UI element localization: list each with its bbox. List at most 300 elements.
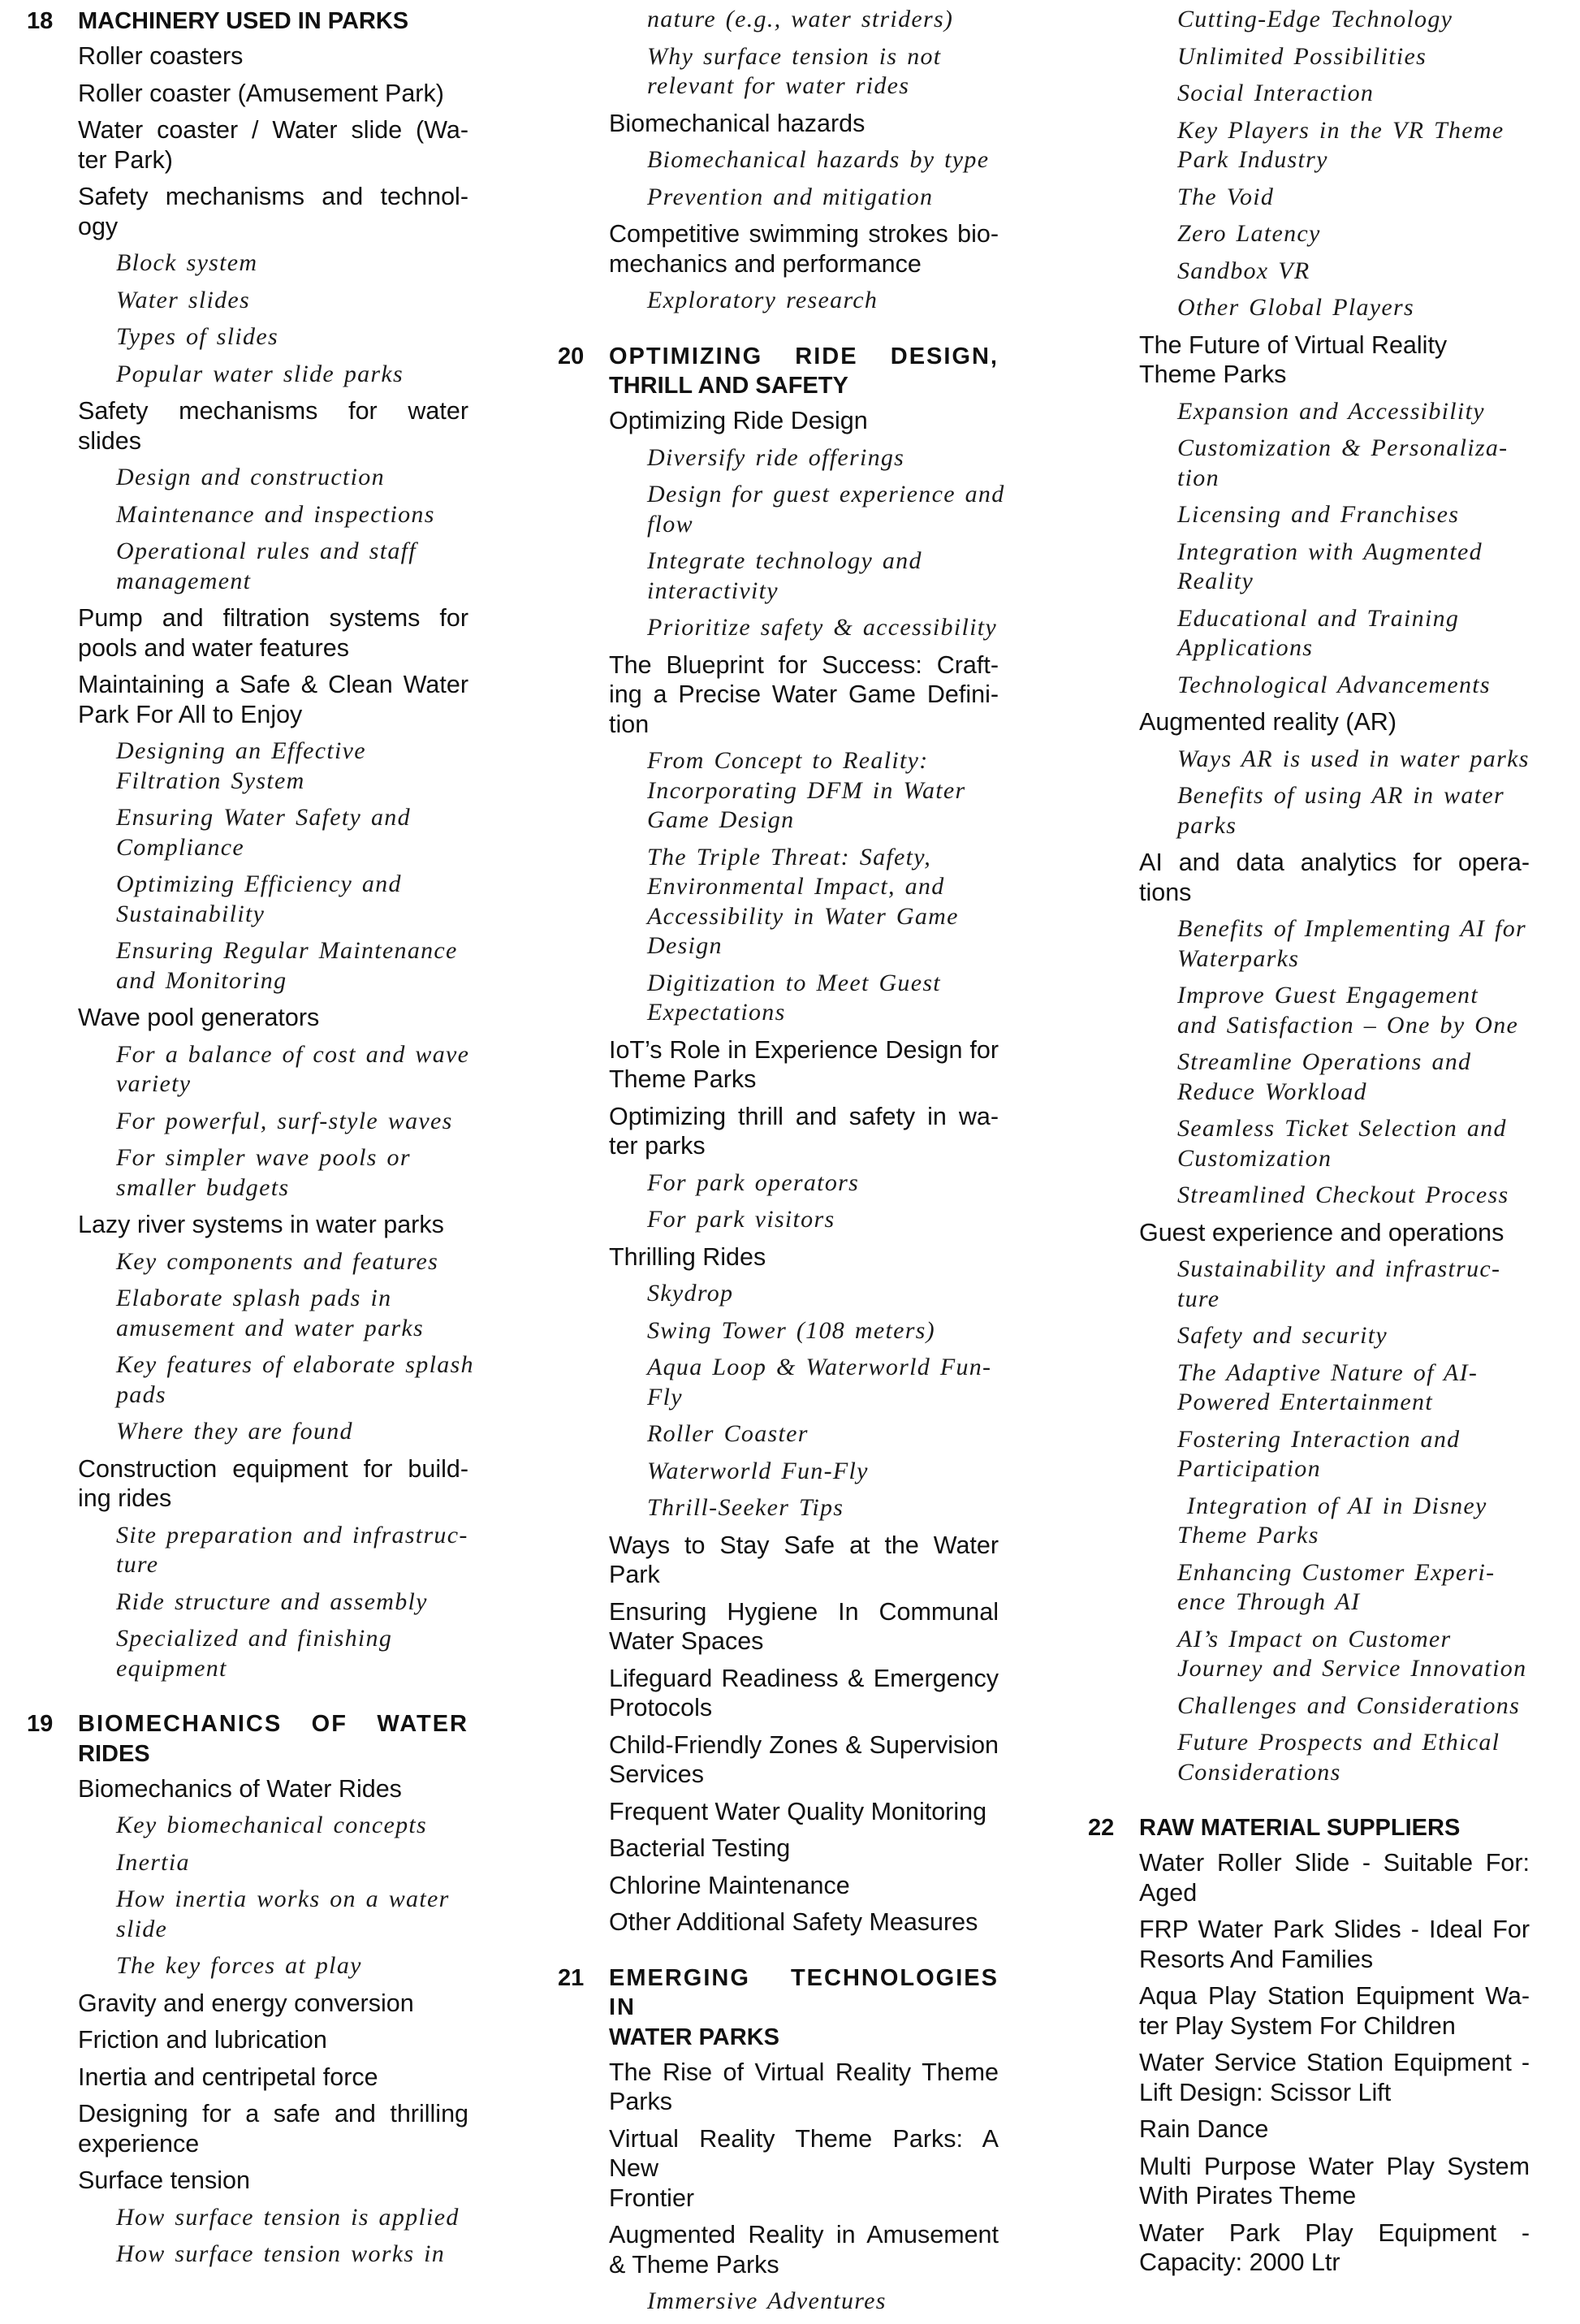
toc-line: Applications — [1177, 634, 1314, 661]
toc-topic — [1139, 1848, 1530, 1907]
section-heading — [1088, 1813, 1530, 1843]
toc-line: Wave pool generators — [78, 1004, 320, 1031]
toc-topic — [1139, 1981, 1530, 2041]
toc-topic — [78, 79, 468, 109]
toc-line: Parks — [609, 2088, 672, 2115]
toc-line: Where they are found — [116, 1418, 353, 1445]
toc-column-right — [1088, 5, 1530, 2285]
toc-line: Licensing and Franchises — [1177, 501, 1460, 528]
toc-topic — [609, 1102, 999, 1161]
toc-line: The Adaptive Nature of AI- — [1177, 1359, 1479, 1386]
toc-topic — [78, 2025, 468, 2055]
toc-subtopic — [647, 286, 999, 316]
toc-line: Lazy river systems in water parks — [78, 1211, 444, 1238]
toc-line: Game Design — [647, 806, 795, 833]
toc-line: nature (e.g., water striders) — [647, 6, 954, 32]
toc-line: Aged — [1139, 1878, 1198, 1907]
toc-subtopic — [1177, 914, 1530, 974]
toc-line: Park — [609, 1561, 660, 1588]
toc-line: Theme Parks — [1177, 1522, 1319, 1549]
toc-topic — [78, 1454, 468, 1514]
toc-line: IoT’s Role in Experience Design for — [609, 1035, 999, 1064]
toc-subtopic — [116, 2240, 468, 2270]
section-heading — [558, 1963, 999, 2053]
toc-subtopic — [116, 1143, 468, 1203]
section-title-line: RIDES — [78, 1740, 150, 1767]
toc-line: Park Industry — [1177, 146, 1328, 173]
toc-line: Integrate technology and — [647, 547, 922, 574]
toc-line: Site preparation and infrastruc- — [116, 1521, 468, 1549]
toc-line: Ways to Stay Safe at the Water — [609, 1531, 999, 1559]
toc-subtopic — [1177, 1691, 1530, 1721]
toc-line: tion — [609, 710, 650, 738]
toc-line: Roller coasters — [78, 42, 244, 70]
toc-line: Pump and filtration systems for — [78, 604, 468, 632]
toc-subtopic — [116, 1811, 468, 1841]
toc-line: tion — [1177, 464, 1220, 491]
toc-topic — [609, 1907, 999, 1937]
toc-topic — [1139, 330, 1530, 390]
toc-line: For park operators — [647, 1168, 860, 1196]
toc-topic — [78, 1989, 468, 2019]
toc-line: Zero Latency — [1177, 220, 1321, 247]
toc-subtopic — [1177, 1558, 1530, 1618]
toc-topic — [1139, 2218, 1530, 2278]
toc-line: How inertia works on a water — [116, 1886, 450, 1912]
toc-subtopic — [647, 613, 999, 643]
toc-line: Challenges and Considerations — [1177, 1691, 1521, 1719]
toc-line: Integration of AI in Disney — [1177, 1492, 1487, 1519]
toc-topic — [1139, 1915, 1530, 1974]
toc-line: Other Additional Safety Measures — [609, 1908, 978, 1936]
toc-line: Design for guest experience and — [647, 481, 1005, 508]
toc-subtopic — [647, 443, 999, 473]
toc-line: Operational rules and staff — [116, 538, 417, 564]
toc-subtopic — [116, 286, 468, 316]
toc-line: Safety mechanisms and technol- — [78, 183, 468, 210]
toc-line: Benefits of Implementing AI for — [1177, 915, 1527, 942]
toc-line: AI’s Impact on Customer — [1177, 1625, 1452, 1652]
toc-line: ter Play System For Children — [1139, 2011, 1456, 2040]
toc-topic — [78, 41, 468, 71]
toc-line: flow — [647, 510, 693, 538]
toc-topic — [609, 1871, 999, 1901]
toc-line: Streamline Operations and — [1177, 1048, 1472, 1075]
toc-line: Optimizing Ride Design — [609, 407, 868, 434]
section-title-line: MACHINERY USED IN PARKS — [78, 8, 409, 34]
toc-line: Safety and security — [1177, 1322, 1388, 1349]
toc-topic — [78, 2166, 468, 2196]
toc-topic — [1139, 707, 1530, 737]
toc-topic — [78, 1774, 468, 1804]
toc-line: Virtual Reality Theme Parks: A New — [609, 2124, 999, 2182]
toc-line: ence Through AI — [1177, 1588, 1361, 1615]
section-heading — [27, 1709, 468, 1769]
section-heading — [558, 342, 999, 401]
toc-line: Key biomechanical concepts — [116, 1812, 428, 1838]
toc-line: Key components and features — [116, 1247, 439, 1275]
toc-line: amusement and water parks — [116, 1314, 424, 1341]
toc-subtopic — [116, 870, 468, 929]
toc-subtopic — [647, 5, 999, 35]
toc-topic — [78, 182, 468, 241]
toc-line: Thrilling Rides — [609, 1242, 766, 1271]
toc-topic — [78, 670, 468, 729]
toc-line: From Concept to Reality: — [647, 747, 929, 774]
toc-line: Water Service Station Equipment - — [1139, 2049, 1530, 2076]
toc-line: Other Global Players — [1177, 294, 1414, 321]
toc-line: The Triple Threat: Safety, — [647, 843, 932, 870]
toc-line: pools and water features — [78, 633, 350, 662]
toc-line: Bacterial Testing — [609, 1834, 791, 1862]
toc-line: FRP Water Park Slides - Ideal For — [1139, 1916, 1530, 1943]
toc-subtopic — [647, 1419, 999, 1449]
toc-topic — [609, 2058, 999, 2117]
toc-subtopic — [1177, 981, 1530, 1040]
toc-line: Optimizing thrill and safety in wa- — [609, 1102, 999, 1130]
toc-line: & Theme Parks — [609, 2250, 779, 2279]
toc-line: How surface tension is applied — [116, 2203, 460, 2231]
toc-line: Waterparks — [1177, 944, 1300, 972]
toc-line: variety — [116, 1070, 192, 1097]
toc-line: mechanics and performance — [609, 249, 922, 278]
toc-line: AI and data analytics for opera- — [1139, 849, 1530, 876]
toc-line: The Future of Virtual Reality — [1139, 330, 1448, 359]
toc-line: Ensuring Regular Maintenance — [116, 937, 458, 964]
toc-topic — [78, 1003, 468, 1033]
toc-subtopic — [116, 1848, 468, 1878]
toc-topic — [609, 406, 999, 436]
toc-topic — [609, 2220, 999, 2279]
toc-line: Reduce Workload — [1177, 1078, 1367, 1105]
toc-line: Incorporating DFM in Water — [647, 776, 966, 804]
toc-subtopic — [116, 2203, 468, 2233]
toc-topic — [609, 219, 999, 279]
toc-line: Services — [609, 1760, 704, 1788]
toc-subtopic — [116, 248, 468, 279]
toc-subtopic — [647, 183, 999, 213]
toc-subtopic — [116, 1107, 468, 1137]
toc-subtopic — [1177, 1492, 1530, 1551]
toc-line: Frontier — [609, 2184, 695, 2212]
toc-subtopic — [1177, 745, 1530, 775]
toc-subtopic — [647, 1493, 999, 1523]
toc-line: slide — [116, 1915, 168, 1942]
toc-subtopic — [1177, 79, 1530, 109]
toc-line: ing a Precise Water Game Defini- — [609, 680, 999, 708]
toc-line: relevant for water rides — [647, 72, 910, 99]
section-title-line: THRILL AND SAFETY — [609, 373, 848, 399]
section-number: 22 — [1088, 1815, 1115, 1841]
toc-line: Ensuring Hygiene In Communal — [609, 1597, 999, 1626]
toc-subtopic — [1177, 538, 1530, 597]
toc-line: Sustainability — [116, 900, 265, 927]
toc-topic — [1139, 2114, 1530, 2145]
toc-line: Journey and Service Innovation — [1177, 1655, 1527, 1682]
toc-subtopic — [1177, 116, 1530, 175]
toc-topic — [609, 1730, 999, 1790]
toc-line: Safety mechanisms for water — [78, 397, 468, 425]
toc-line: Elaborate splash pads in — [116, 1285, 392, 1311]
toc-line: ture — [116, 1551, 159, 1578]
toc-line: Design — [647, 932, 723, 959]
toc-topic — [78, 603, 468, 663]
toc-subtopic — [1177, 397, 1530, 427]
section-heading — [27, 6, 468, 37]
toc-subtopic — [1177, 219, 1530, 249]
section-number: 20 — [558, 343, 585, 369]
toc-line: Technological Advancements — [1177, 671, 1491, 698]
toc-line: Key features of elaborate splash — [116, 1351, 474, 1378]
toc-line: Swing Tower (108 meters) — [647, 1316, 935, 1344]
toc-line: Water coaster / Water slide (Wa- — [78, 116, 468, 144]
toc-line: Water Spaces — [609, 1627, 764, 1655]
toc-subtopic — [1177, 183, 1530, 213]
toc-subtopic — [647, 145, 999, 175]
toc-line: Environmental Impact, and — [647, 873, 945, 900]
toc-line: Future Prospects and Ethical — [1177, 1729, 1500, 1756]
toc-line: Ride structure and assembly — [116, 1587, 428, 1615]
toc-topic — [609, 1597, 999, 1657]
toc-subtopic — [116, 1417, 468, 1447]
toc-topic — [609, 1242, 999, 1272]
toc-line: ture — [1177, 1285, 1220, 1312]
toc-line: Compliance — [116, 833, 244, 861]
toc-line: Gravity and energy conversion — [78, 1989, 414, 2017]
toc-line: Designing for a safe and thrilling — [78, 2100, 468, 2127]
toc-topic — [78, 1210, 468, 1240]
toc-line: Designing an Effective — [116, 737, 366, 764]
toc-subtopic — [116, 1040, 468, 1099]
toc-line: Fly — [647, 1383, 683, 1410]
toc-line: Surface tension — [78, 2166, 250, 2194]
section-title-line: RAW MATERIAL SUPPLIERS — [1139, 1815, 1461, 1841]
toc-line: Participation — [1177, 1455, 1321, 1482]
toc-line: Inertia — [116, 1848, 190, 1876]
toc-subtopic — [1177, 671, 1530, 701]
toc-line: Frequent Water Quality Monitoring — [609, 1797, 987, 1825]
toc-topic — [609, 2124, 999, 2214]
toc-subtopic — [116, 936, 468, 996]
toc-subtopic — [1177, 1728, 1530, 1787]
toc-subtopic — [647, 42, 999, 102]
toc-line: Water Roller Slide - Suitable For: — [1139, 1849, 1530, 1877]
toc-line: tions — [1139, 878, 1192, 906]
toc-line: Water Park Play Equipment - — [1139, 2218, 1530, 2247]
toc-subtopic — [647, 480, 1005, 539]
toc-line: Biomechanical hazards — [609, 109, 866, 137]
toc-subtopic — [1177, 1255, 1530, 1314]
toc-line: Guest experience and operations — [1139, 1218, 1504, 1246]
toc-subtopic — [116, 1951, 468, 1981]
toc-line: Expansion and Accessibility — [1177, 397, 1485, 425]
toc-line: Reality — [1177, 568, 1254, 594]
toc-line: Design and construction — [116, 464, 385, 490]
toc-topic — [1139, 2152, 1530, 2211]
toc-line: Diversify ride offerings — [647, 443, 905, 471]
toc-subtopic — [116, 1284, 468, 1343]
toc-line: Theme Parks — [609, 1065, 757, 1093]
toc-subtopic — [647, 1279, 999, 1309]
toc-line: Prioritize safety & accessibility — [647, 614, 998, 641]
toc-line: Expectations — [647, 999, 786, 1026]
toc-line: Educational and Training — [1177, 604, 1460, 632]
toc-line: Exploratory research — [647, 287, 878, 313]
toc-line: Benefits of using AR in water — [1177, 782, 1504, 809]
toc-line: Multi Purpose Water Play System — [1139, 2152, 1530, 2180]
toc-line: Filtration System — [116, 767, 305, 794]
toc-subtopic — [116, 1885, 468, 1944]
section-title-line: EMERGING TECHNOLOGIES IN — [609, 1964, 999, 2020]
toc-line: Lifeguard Readiness & Emergency — [609, 1664, 999, 1692]
toc-line: Construction equipment for build- — [78, 1454, 468, 1483]
toc-subtopic — [116, 360, 468, 390]
toc-topic — [609, 1797, 999, 1827]
toc-line: Protocols — [609, 1694, 713, 1721]
toc-line: Social Interaction — [1177, 80, 1375, 106]
toc-line: ing rides — [78, 1484, 172, 1512]
toc-line: Chlorine Maintenance — [609, 1871, 850, 1899]
toc-line: management — [116, 567, 252, 594]
toc-line: Friction and lubrication — [78, 2026, 327, 2054]
toc-line: Fostering Interaction and — [1177, 1425, 1461, 1453]
toc-subtopic — [1177, 1359, 1530, 1418]
toc-line: Aqua Play Station Equipment Wa- — [1139, 1982, 1530, 2010]
toc-line: Powered Entertainment — [1177, 1389, 1433, 1415]
toc-subtopic — [116, 537, 468, 596]
toc-subtopic — [1177, 5, 1530, 35]
toc-line: Integration with Augmented — [1177, 538, 1483, 565]
toc-line: Sandbox VR — [1177, 257, 1310, 284]
toc-line: Enhancing Customer Experi- — [1177, 1558, 1496, 1586]
toc-line: Inertia and centripetal force — [78, 2063, 378, 2091]
toc-line: experience — [78, 2129, 200, 2158]
toc-line: Seamless Ticket Selection and — [1177, 1115, 1507, 1142]
toc-line: For a balance of cost and wave — [116, 1040, 470, 1068]
toc-topic — [1139, 2048, 1530, 2107]
toc-subtopic — [116, 803, 468, 862]
section-title-line: WATER PARKS — [609, 2024, 779, 2050]
toc-line: Waterworld Fun-Fly — [647, 1457, 869, 1484]
toc-subtopic — [116, 1350, 474, 1410]
toc-topic — [609, 1664, 999, 1723]
toc-line: Key Players in the VR Theme — [1177, 116, 1504, 144]
toc-line: For simpler wave pools or — [116, 1144, 411, 1171]
toc-line: Why surface tension is not — [647, 42, 942, 70]
toc-subtopic — [1177, 604, 1530, 663]
toc-line: Thrill-Seeker Tips — [647, 1494, 844, 1521]
toc-line: With Pirates Theme — [1139, 2182, 1357, 2210]
toc-topic — [609, 1834, 999, 1864]
toc-line: Aqua Loop & Waterworld Fun- — [647, 1354, 992, 1380]
toc-topic — [78, 115, 468, 175]
toc-topic — [609, 1035, 999, 1095]
toc-subtopic — [1177, 500, 1530, 530]
toc-subtopic — [647, 843, 999, 961]
toc-subtopic — [647, 1353, 999, 1412]
toc-topic — [1139, 1218, 1530, 1248]
toc-subtopic — [116, 1247, 468, 1277]
toc-subtopic — [1177, 1625, 1530, 1684]
toc-topic — [1139, 848, 1530, 907]
toc-line: Child-Friendly Zones & Supervision — [609, 1730, 999, 1759]
toc-topic — [78, 2099, 468, 2158]
toc-line: Customization & Personaliza- — [1177, 434, 1509, 461]
toc-subtopic — [647, 746, 999, 836]
toc-subtopic — [647, 1457, 999, 1487]
toc-subtopic — [1177, 1321, 1530, 1351]
toc-line: Maintaining a Safe & Clean Water — [78, 671, 468, 698]
toc-column-left — [27, 6, 474, 2277]
toc-line: Optimizing Efficiency and — [116, 870, 402, 897]
toc-subtopic — [116, 1521, 468, 1580]
toc-subtopic — [647, 1205, 999, 1235]
section-number: 19 — [27, 1711, 54, 1737]
toc-line: Popular water slide parks — [116, 360, 404, 387]
toc-line: Roller Coaster — [647, 1420, 809, 1447]
section-title-line: OPTIMIZING RIDE DESIGN, — [609, 343, 999, 369]
toc-subtopic — [1177, 1114, 1530, 1173]
toc-subtopic — [1177, 1181, 1530, 1211]
toc-topic — [78, 2063, 468, 2093]
toc-line: slides — [78, 426, 141, 455]
toc-column-middle — [558, 5, 1005, 2324]
toc-line: Immersive Adventures — [647, 2287, 887, 2314]
toc-subtopic — [1177, 1048, 1530, 1107]
toc-line: For park visitors — [647, 1206, 835, 1233]
toc-line: ogy — [78, 212, 119, 240]
toc-line: pads — [116, 1380, 166, 1408]
toc-line: Types of slides — [116, 323, 278, 350]
toc-line: smaller budgets — [116, 1173, 290, 1201]
toc-subtopic — [116, 500, 468, 530]
toc-line: Rain Dance — [1139, 2115, 1269, 2143]
toc-line: How surface tension works in — [116, 2240, 446, 2267]
toc-subtopic — [116, 322, 468, 352]
toc-line: Sustainability and infrastruc- — [1177, 1255, 1501, 1282]
toc-line: interactivity — [647, 577, 779, 604]
toc-line: Accessibility in Water Game — [647, 902, 959, 930]
toc-line: ter Park) — [78, 145, 173, 174]
toc-line: Customization — [1177, 1144, 1332, 1172]
toc-subtopic — [116, 463, 468, 493]
toc-line: Ways AR is used in water parks — [1177, 745, 1530, 772]
toc-line: Theme Parks — [1139, 361, 1287, 388]
toc-line: For powerful, surf-style waves — [116, 1107, 453, 1134]
toc-line: Capacity: 2000 Ltr — [1139, 2248, 1340, 2276]
toc-line: The Void — [1177, 183, 1275, 210]
toc-topic — [609, 1531, 999, 1590]
toc-topic — [609, 650, 999, 740]
toc-line: Park For All to Enjoy — [78, 700, 303, 728]
toc-subtopic — [116, 1624, 468, 1683]
toc-line: Augmented Reality in Amusement — [609, 2221, 999, 2248]
toc-line: Prevention and mitigation — [647, 183, 934, 210]
toc-subtopic — [1177, 434, 1530, 493]
toc-subtopic — [116, 1587, 468, 1618]
toc-line: Resorts And Families — [1139, 1945, 1374, 1973]
toc-line: and Satisfaction – One by One — [1177, 1011, 1519, 1039]
toc-line: Improve Guest Engagement — [1177, 982, 1479, 1009]
section-number: 18 — [27, 8, 54, 34]
toc-line: Digitization to Meet Guest — [647, 969, 941, 996]
toc-subtopic — [647, 1316, 999, 1346]
toc-line: equipment — [116, 1654, 227, 1682]
toc-line: Cutting-Edge Technology — [1177, 6, 1453, 32]
toc-topic — [78, 396, 468, 456]
toc-line: Maintenance and inspections — [116, 500, 435, 528]
toc-line: The Rise of Virtual Reality Theme — [609, 2058, 999, 2086]
